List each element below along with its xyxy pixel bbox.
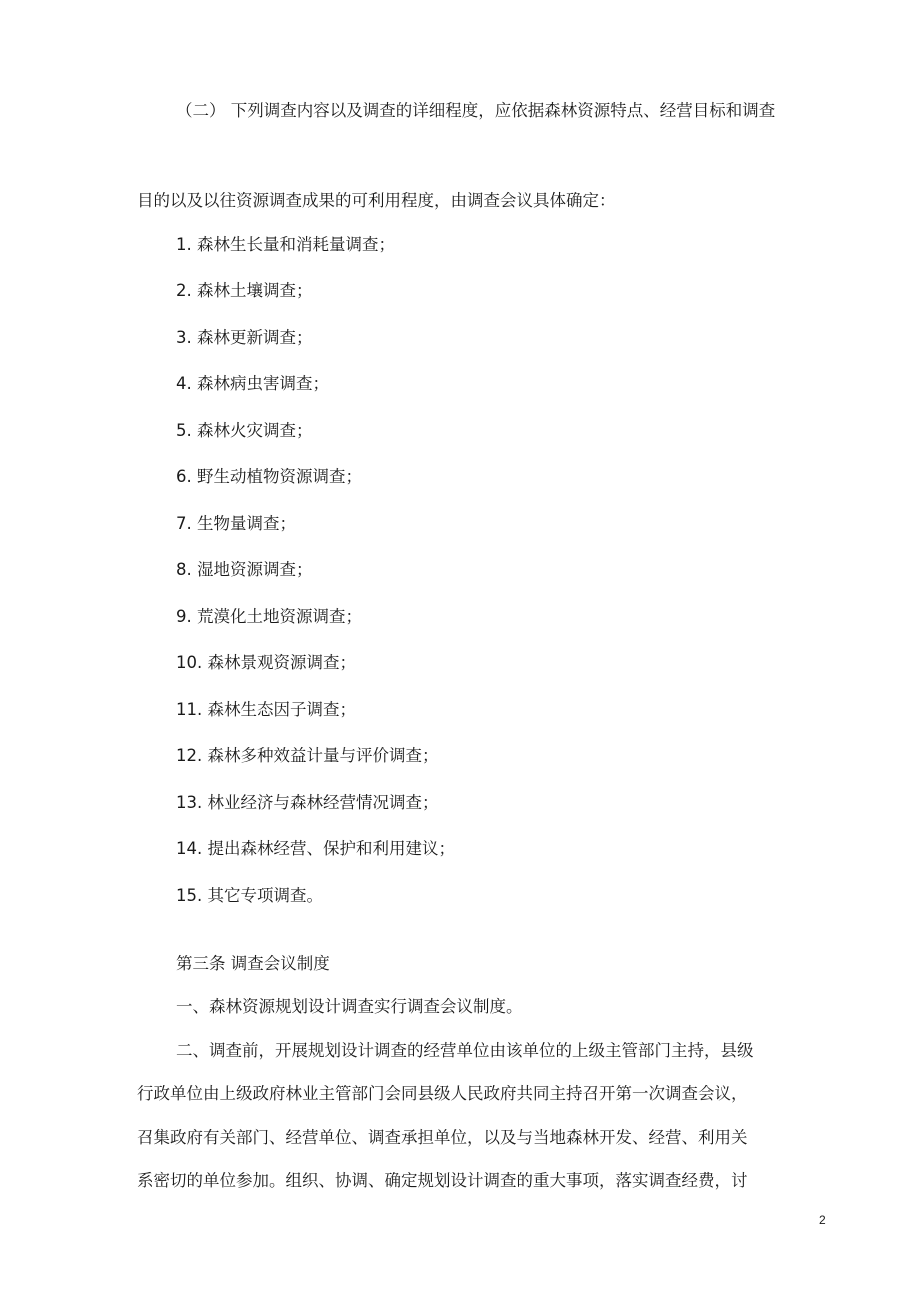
item-text: 森林生态因子调查； [207,700,356,719]
item-text: 荒漠化土地资源调查； [197,607,362,626]
item-text: 森林土壤调查； [197,281,313,300]
page-number: 2 [819,1213,826,1227]
item-number: 12. [176,746,203,765]
list-item [176,420,313,442]
intro-line-2: 目的以及以往资源调查成果的可利用程度，由调查会议具体确定： [137,191,616,210]
item-number: 11. [176,700,203,719]
paragraph-line: 二、调查前，开展规划设计调查的经营单位由该单位的上级主管部门主持，县级 [176,1041,754,1060]
item-number: 9. [176,607,192,626]
item-number: 15. [176,886,203,905]
list-item [176,234,395,256]
list-item [176,373,329,395]
item-number: 5. [176,421,192,440]
list-item [176,838,455,860]
item-text: 森林生长量和消耗量调查； [197,235,395,254]
list-item [176,466,362,488]
item-text: 森林病虫害调查； [197,374,329,393]
item-number: 6. [176,467,192,486]
paragraph-line: 系密切的单位参加。组织、协调、确定规划设计调查的重大事项，落实调查经费，讨 [137,1171,748,1190]
list-item [176,699,356,721]
item-text: 其它专项调查。 [207,886,323,905]
list-item [176,606,362,628]
list-item [176,513,296,535]
item-text: 提出森林经营、保护和利用建议； [207,839,455,858]
item-number: 3. [176,328,192,347]
item-number: 8. [176,560,192,579]
article-heading: 第三条 调查会议制度 [176,954,330,973]
item-text: 林业经济与森林经营情况调查； [207,793,439,812]
list-item [176,745,439,767]
list-item [176,280,313,302]
article-paragraph-1: 一、森林资源规划设计调查实行调查会议制度。 [176,997,523,1016]
list-item [176,885,323,907]
list-item [176,792,439,814]
intro-line-1: （二） 下列调查内容以及调查的详细程度，应依据森林资源特点、经营目标和调查 [176,101,776,120]
item-text: 森林火灾调查； [197,421,313,440]
item-number: 4. [176,374,192,393]
paragraph-line: 行政单位由上级政府林业主管部门会同县级人民政府共同主持召开第一次调查会议， [137,1084,748,1103]
item-text: 森林多种效益计量与评价调查； [207,746,439,765]
item-number: 14. [176,839,203,858]
item-text: 湿地资源调查； [197,560,313,579]
item-text: 森林更新调查； [197,328,313,347]
item-number: 2. [176,281,192,300]
list-item [176,652,356,674]
item-number: 1. [176,235,192,254]
item-text: 生物量调查； [197,514,296,533]
item-number: 10. [176,653,203,672]
item-number: 13. [176,793,203,812]
list-item [176,559,313,581]
list-item [176,327,313,349]
item-number: 7. [176,514,192,533]
item-text: 野生动植物资源调查； [197,467,362,486]
item-text: 森林景观资源调查； [207,653,356,672]
paragraph-line: 召集政府有关部门、经营单位、调查承担单位，以及与当地森林开发、经营、利用关 [137,1128,748,1147]
